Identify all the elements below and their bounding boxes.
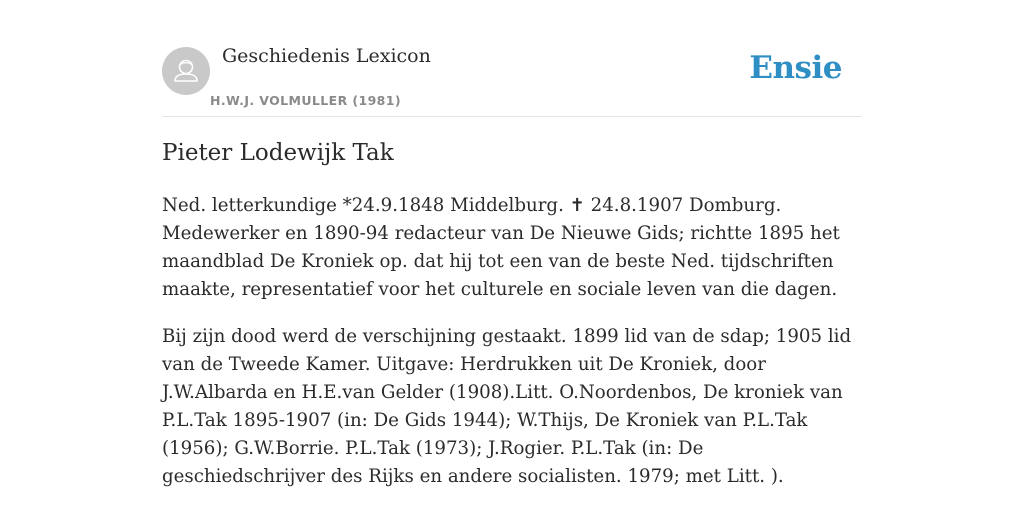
source-header <box>162 0 862 117</box>
entry-paragraph: Ned. letterkundige *24.9.1848 Middelburg. ✝ 24.8.1907 Domburg. Medewerker en 1890-94 redacteur van De Nieuwe Gids; richtte 1895 het maandblad De Kroniek op. dat hij tot een van de beste Ned. tijdschriften maakte, representatief voor het culturele en sociale leven van die dagen. <box>162 195 840 300</box>
avatar[interactable] <box>162 47 210 95</box>
entry-paragraph: Bij zijn dood werd de verschijning gestaakt. 1899 lid van de sdap; 1905 lid van de Tweede Kamer. Uitgave: Herdrukken uit De Kroniek, door J.W.Albarda en H.E.van Gelder (1908).Litt. O.Noordenbos, De kroniek van P.L.Tak 1895-1907 (in: De Gids 1944); W.Thijs, De Kroniek van P.L.Tak (1956); G.W.Borrie. P.L.Tak (1973); J.Rogier. P.L.Tak (in: De geschiedschrijver des Rijks en andere socialisten. 1979; met Litt. ). <box>162 326 852 487</box>
user-icon <box>162 47 210 95</box>
page <box>162 0 862 487</box>
source-author[interactable]: H.W.J. VOLMULLER (1981) <box>210 93 401 108</box>
brand-logo[interactable]: Ensie <box>749 50 842 86</box>
entry-title: Pieter Lodewijk Tak <box>162 140 394 166</box>
source-title[interactable]: Geschiedenis Lexicon <box>222 45 431 67</box>
